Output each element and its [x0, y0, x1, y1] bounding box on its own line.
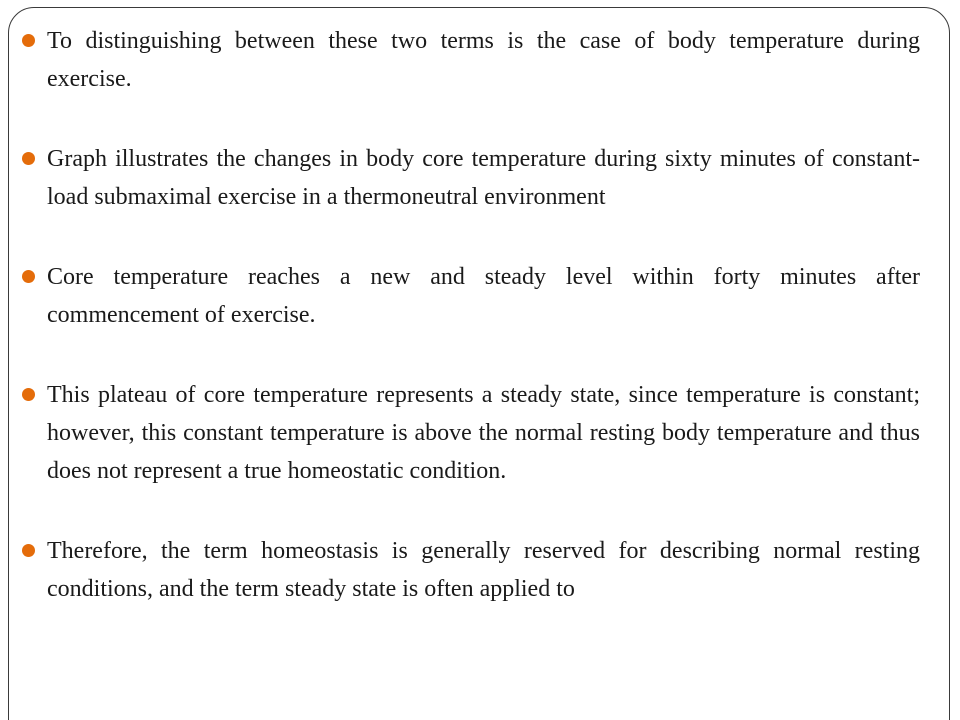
bullet-dot-icon: [22, 544, 35, 557]
slide-content: [20, 22, 920, 650]
bullet-dot-icon: [22, 270, 35, 283]
bullet-dot-icon: [22, 388, 35, 401]
bullet-item: [20, 140, 920, 216]
bullet-item: [20, 22, 920, 98]
bullet-item: [20, 258, 920, 334]
bullet-list: [20, 22, 920, 608]
bullet-text: Graph illustrates the changes in body core temperature during sixty minutes of constant-load submaximal exercise in a thermoneutral environment: [47, 146, 920, 210]
bullet-item: [20, 376, 920, 490]
bullet-text: Therefore, the term homeostasis is generally reserved for describing normal resting conditions, and the term steady state is often applied to: [47, 538, 920, 602]
bullet-text: Core temperature reaches a new and steady level within forty minutes after commencement of exercise.: [47, 264, 920, 328]
bullet-text: To distinguishing between these two terms is the case of body temperature during exercise.: [47, 28, 920, 92]
bullet-dot-icon: [22, 34, 35, 47]
bullet-text: This plateau of core temperature represents a steady state, since temperature is constant; however, this constant temperature is above the normal resting body temperature and thus does not represent a true homeostatic condition.: [47, 382, 920, 484]
bullet-dot-icon: [22, 152, 35, 165]
bullet-item: [20, 532, 920, 608]
